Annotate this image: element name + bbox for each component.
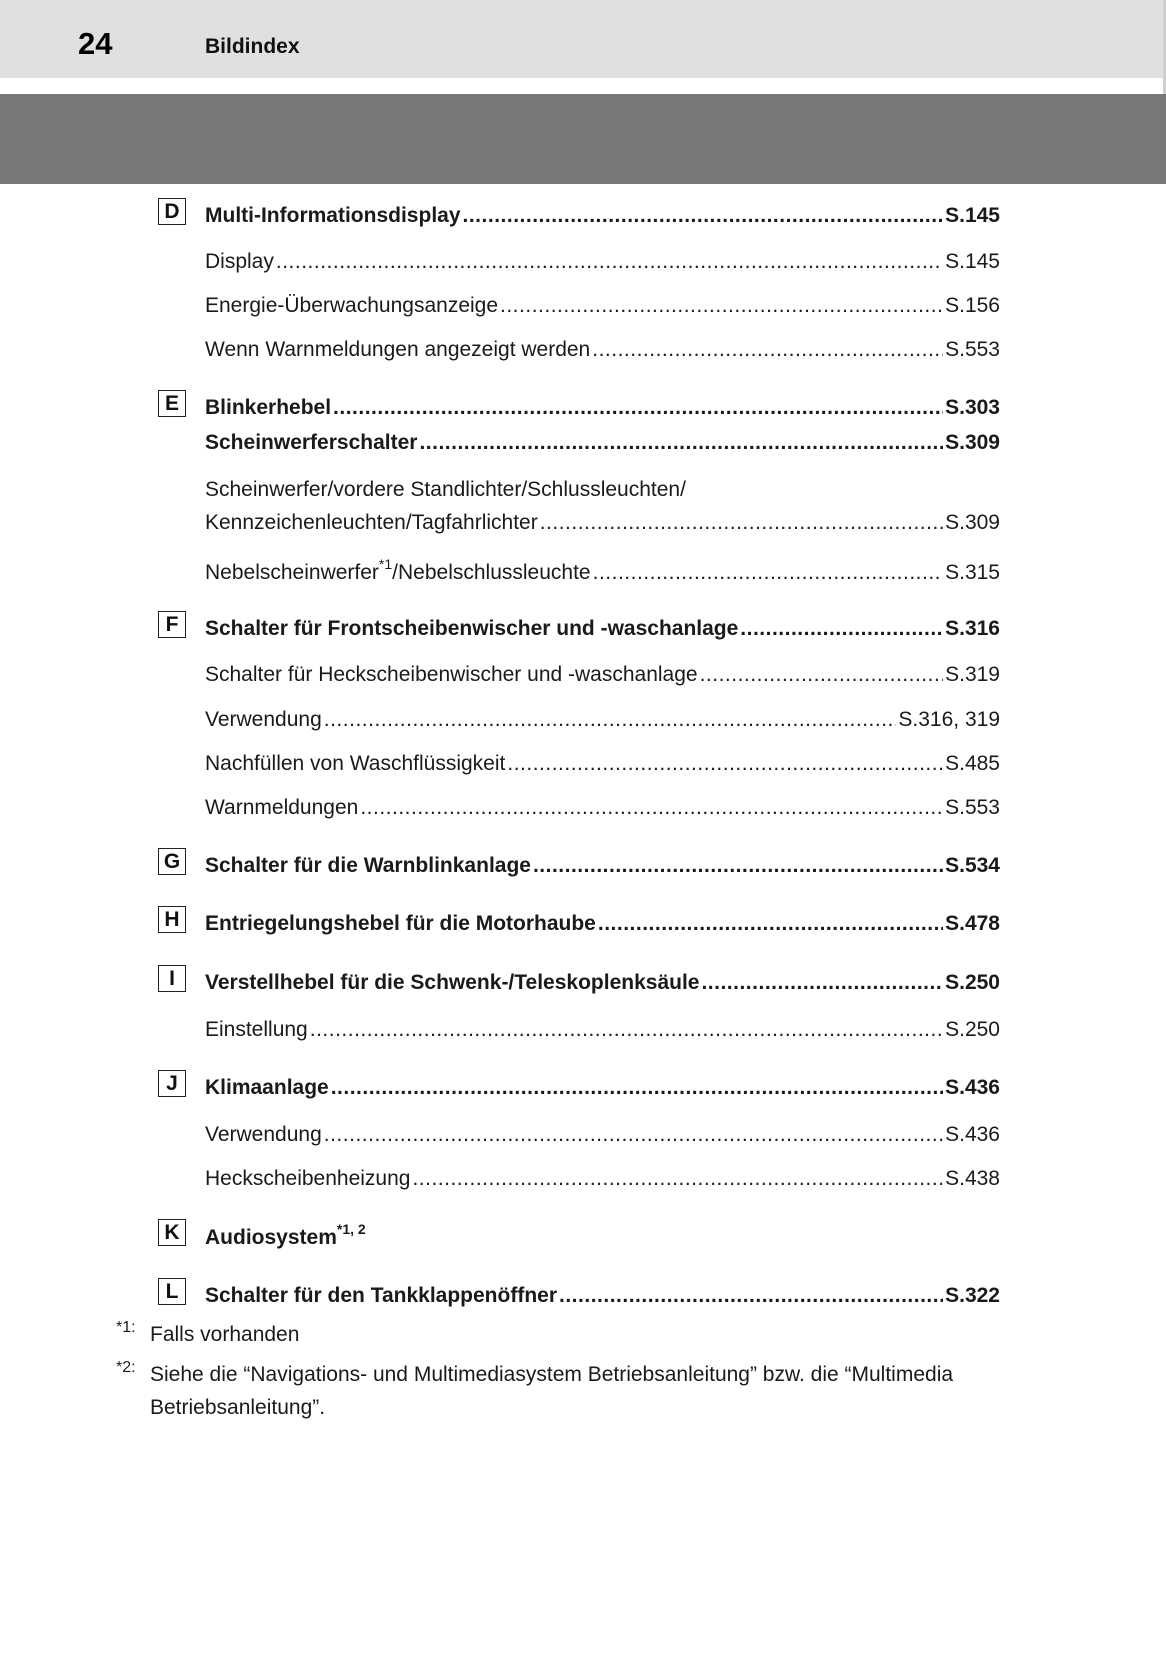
entry-title: Klimaanlage <box>205 1076 329 1099</box>
letter-box-e: E <box>158 390 186 417</box>
entry-title: Verstellhebel für die Schwenk-/Teleskoplenksäule <box>205 971 700 994</box>
leader-dots <box>463 203 944 228</box>
letter-box-f: F <box>158 611 186 638</box>
entry-page: S.534 <box>945 854 1000 877</box>
entry-page: S.485 <box>945 752 1000 775</box>
leader-dots <box>507 751 943 776</box>
index-entry[interactable] <box>205 203 1000 228</box>
leader-dots <box>360 795 943 820</box>
letter-box-h: H <box>158 906 186 933</box>
entry-page: S.553 <box>945 796 1000 819</box>
entry-title: Scheinwerferschalter <box>205 431 418 454</box>
section-banner <box>0 94 1166 184</box>
index-subentry[interactable] <box>205 795 1000 820</box>
leader-dots <box>592 337 943 362</box>
footnote-ref: *1 <box>378 556 393 572</box>
leader-dots <box>310 1017 943 1042</box>
footnote-ref: *1, 2 <box>336 1221 366 1237</box>
entry-title-line1: Scheinwerfer/vordere Standlichter/Schlussleuchten/ <box>205 478 686 501</box>
index-entry-audiosystem[interactable] <box>205 1221 366 1250</box>
leader-dots <box>598 911 943 936</box>
entry-title: Blinkerhebel <box>205 396 332 419</box>
index-subentry[interactable] <box>205 1166 1000 1191</box>
index-subentry[interactable] <box>205 1122 1000 1147</box>
index-subentry[interactable] <box>205 751 1000 776</box>
leader-dots <box>740 616 943 641</box>
letter-box-d: D <box>158 198 186 225</box>
entry-page: S.250 <box>945 1018 1000 1041</box>
leader-dots <box>333 395 943 420</box>
leader-dots <box>593 560 944 585</box>
leader-dots <box>324 1122 943 1147</box>
entry-title: Heckscheibenheizung <box>205 1167 411 1190</box>
index-entry[interactable] <box>205 970 1000 995</box>
entry-title: Nachfüllen von Waschflüssigkeit <box>205 752 506 775</box>
index-subentry[interactable] <box>205 249 1000 274</box>
entry-page: S.309 <box>945 431 1000 454</box>
index-subentry[interactable] <box>205 1017 1000 1042</box>
entry-title: Verwendung <box>205 1123 322 1146</box>
leader-dots <box>412 1166 943 1191</box>
footnote-mark: *1: <box>116 1319 136 1336</box>
entry-title: Multi-Informationsdisplay <box>205 204 461 227</box>
entry-page: S.436 <box>945 1076 1000 1099</box>
entry-page: S.303 <box>945 396 1000 419</box>
index-entry[interactable] <box>205 430 1000 455</box>
index-entry[interactable] <box>205 616 1000 641</box>
entry-page: S.309 <box>945 511 1000 534</box>
leader-dots <box>540 510 943 535</box>
entry-page: S.438 <box>945 1167 1000 1190</box>
entry-title: Schalter für die Warnblinkanlage <box>205 854 531 877</box>
entry-page: S.316, 319 <box>898 708 1000 731</box>
entry-title: Wenn Warnmeldungen angezeigt werden <box>205 338 591 361</box>
index-subentry[interactable] <box>205 707 1000 732</box>
footnote-mark-text: *2 <box>116 1359 132 1376</box>
entry-title: Einstellung <box>205 1018 308 1041</box>
entry-title <box>205 556 591 585</box>
entry-page: S.553 <box>945 338 1000 361</box>
index-subentry[interactable] <box>205 556 1000 585</box>
entry-title: Display <box>205 250 274 273</box>
entry-page: S.145 <box>945 250 1000 273</box>
leader-dots <box>700 662 944 687</box>
leader-dots <box>701 970 943 995</box>
entry-title-rest: /Nebelschlussleuchte <box>392 561 591 584</box>
footnote-mark-text: *1 <box>116 1319 132 1336</box>
entry-title: Schalter für Frontscheibenwischer und -waschanlage <box>205 617 739 640</box>
entry-title: Energie-Überwachungsanzeige <box>205 294 499 317</box>
entry-page: S.316 <box>945 617 1000 640</box>
leader-dots <box>276 249 943 274</box>
footnote-text: Falls vorhanden <box>150 1323 300 1346</box>
entry-page: S.436 <box>945 1123 1000 1146</box>
entry-page: S.478 <box>945 912 1000 935</box>
letter-box-k: K <box>158 1219 186 1246</box>
entry-title: Kennzeichenleuchten/Tagfahrlichter <box>205 511 538 534</box>
index-subentry[interactable] <box>205 337 1000 362</box>
entry-title: Schalter für den Tankklappenöffner <box>205 1284 558 1307</box>
index-subentry[interactable] <box>205 293 1000 318</box>
section-title: Bildindex <box>205 35 300 58</box>
entry-title-text: Nebelscheinwerfer <box>205 561 379 584</box>
letter-box-l: L <box>158 1278 186 1305</box>
entry-page: S.322 <box>945 1284 1000 1307</box>
footnote-text: Siehe die “Navigations- und Multimediasystem Betriebsanleitung” bzw. die “Multimedia Betriebsanleitung”. <box>150 1363 954 1419</box>
index-entry[interactable] <box>205 911 1000 936</box>
leader-dots <box>331 1075 943 1100</box>
index-entry[interactable] <box>205 395 1000 420</box>
entry-title: Warnmeldungen <box>205 796 359 819</box>
entry-page: S.315 <box>945 561 1000 584</box>
entry-title: Schalter für Heckscheibenwischer und -waschanlage <box>205 663 698 686</box>
index-subentry[interactable] <box>205 662 1000 687</box>
letter-box-j: J <box>158 1070 186 1097</box>
leader-dots <box>500 293 943 318</box>
entry-title: Entriegelungshebel für die Motorhaube <box>205 912 596 935</box>
index-entry[interactable] <box>205 1283 1000 1308</box>
leader-dots <box>533 853 943 878</box>
leader-dots <box>324 707 897 732</box>
entry-page: S.319 <box>945 663 1000 686</box>
header-bar <box>0 0 1166 78</box>
leader-dots <box>559 1283 943 1308</box>
entry-title: Audiosystem <box>205 1226 337 1249</box>
footnote-mark: *2: <box>116 1359 136 1376</box>
index-entry[interactable] <box>205 853 1000 878</box>
page-number: 24 <box>78 26 113 61</box>
entry-page: S.145 <box>945 204 1000 227</box>
index-subentry[interactable] <box>205 510 1000 535</box>
entry-page: S.156 <box>945 294 1000 317</box>
entry-title: Verwendung <box>205 708 322 731</box>
entry-page: S.250 <box>945 971 1000 994</box>
letter-box-i: I <box>158 965 186 992</box>
leader-dots <box>419 430 943 455</box>
index-entry[interactable] <box>205 1075 1000 1100</box>
letter-box-g: G <box>158 848 186 875</box>
